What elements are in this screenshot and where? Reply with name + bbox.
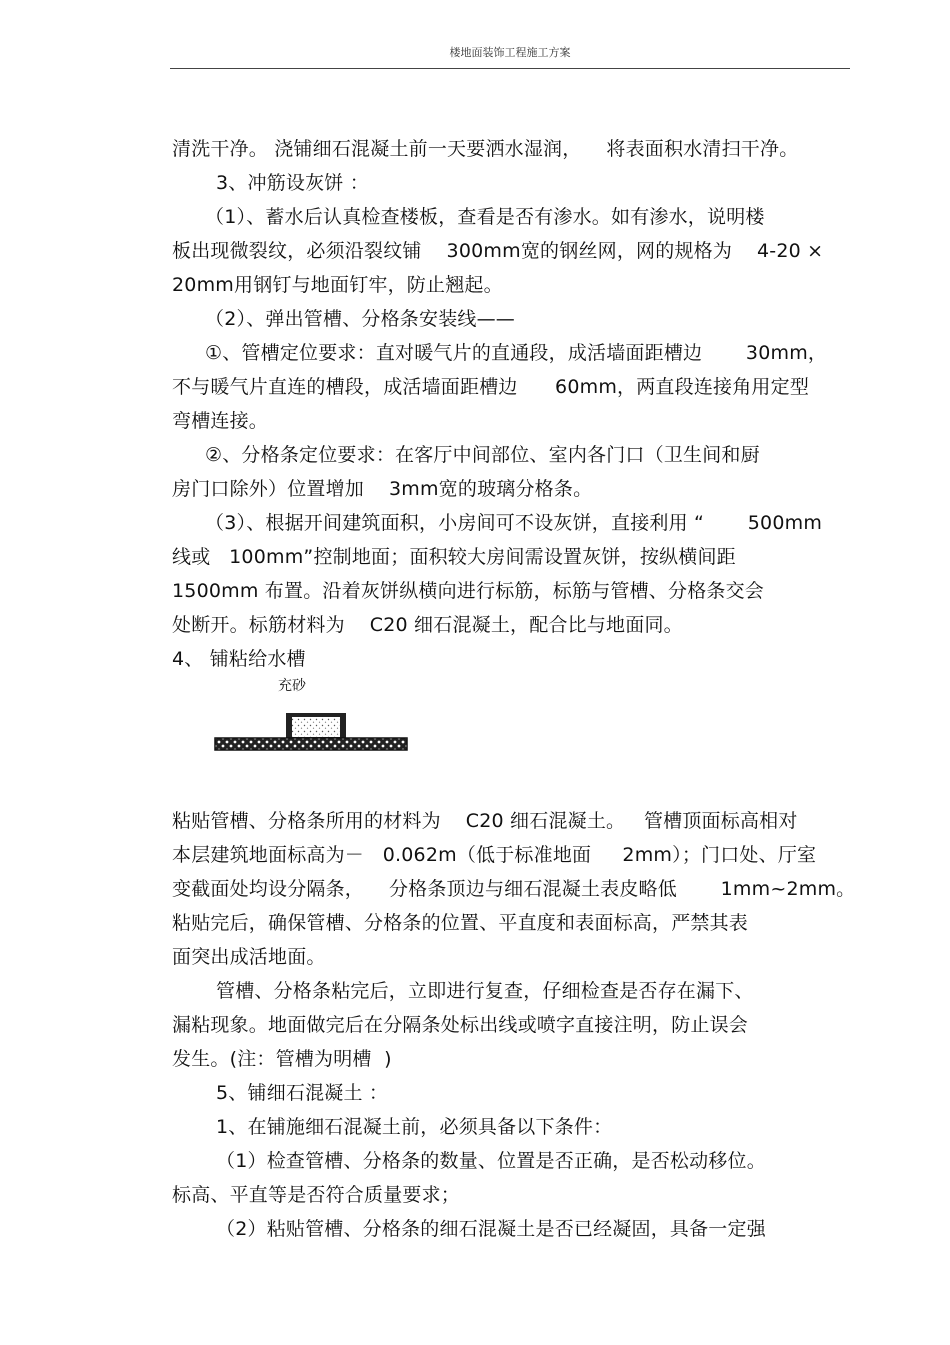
floor-slab <box>215 738 407 750</box>
figure-label: 充砂 <box>278 678 306 694</box>
text-line: （1）、蓄水后认真检查楼板，查看是否有渗水。如有渗水，说明楼 <box>205 206 765 228</box>
text-line: 1、在铺施细石混凝土前，必须具备以下条件： <box>216 1116 613 1138</box>
pipe-groove-diagram <box>213 712 409 754</box>
text-line: ②、分格条定位要求：在客厅中间部位、室内各门口（卫生间和厨 <box>205 444 760 466</box>
section-heading: 5、铺细石混凝土 ： <box>216 1082 389 1104</box>
text-line: 发生。(注：管槽为明槽 ) <box>172 1048 392 1070</box>
text-line: 不与暖气片直连的槽段，成活墙面距槽边 60mm，两直段连接角用定型 <box>172 376 810 398</box>
text-line: 变截面处均设分隔条， 分格条顶边与细石混凝土表皮略低 1mm~2mm。 <box>172 878 856 900</box>
text-line: 板出现微裂纹，必须沿裂纹铺 300mm宽的钢丝网，网的规格为 4-20 × <box>172 240 824 262</box>
text-line: 20mm用钢钉与地面钉牢，防止翘起。 <box>172 274 503 296</box>
text-line: 房门口除外）位置增加 3mm宽的玻璃分格条。 <box>172 478 593 500</box>
text-line: 粘贴管槽、分格条所用的材料为 C20 细石混凝土。 管槽顶面标高相对 <box>172 810 798 832</box>
text-line: 1500mm 布置。沿着灰饼纵横向进行标筋，标筋与管槽、分格条交会 <box>172 580 765 602</box>
page-header-title: 楼地面装饰工程施工方案 <box>449 46 571 59</box>
section-heading: 3、冲筋设灰饼 ： <box>216 172 369 194</box>
text-line: 本层建筑地面标高为－ 0.062m（低于标准地面 2mm）；门口处、厅室 <box>172 844 817 866</box>
text-line: 处断开。标筋材料为 C20 细石混凝土，配合比与地面同。 <box>172 614 683 636</box>
text-line: （2）、弹出管槽、分格条安装线—— <box>205 308 515 330</box>
text-line: 粘贴完后，确保管槽、分格条的位置、平直度和表面标高，严禁其表 <box>172 912 749 934</box>
text-line: （3）、根据开间建筑面积，小房间可不设灰饼，直接利用 “ 500mm <box>205 512 823 534</box>
text-line: 清洗干净。 浇铺细石混凝土前一天要洒水湿润， 将表面积水清扫干净。 <box>172 138 799 160</box>
text-line: ①、管槽定位要求：直对暖气片的直通段，成活墙面距槽边 30mm， <box>205 342 828 364</box>
section-heading: 4、 铺粘给水槽 <box>172 648 306 670</box>
text-line: （1）检查管槽、分格条的数量、位置是否正确，是否松动移位。 <box>216 1150 766 1172</box>
text-line: 面突出成活地面。 <box>172 946 326 968</box>
text-line: 标高、平直等是否符合质量要求； <box>172 1184 461 1206</box>
text-line: 线或 100mm”控制地面；面积较大房间需设置灰饼，按纵横间距 <box>172 546 736 568</box>
groove-body <box>286 713 346 739</box>
header-divider <box>170 68 850 69</box>
text-line: 弯槽连接。 <box>172 410 269 432</box>
text-line: 管槽、分格条粘完后，立即进行复查，仔细检查是否存在漏下、 <box>216 980 754 1002</box>
text-line: （2）粘贴管槽、分格条的细石混凝土是否已经凝固，具备一定强 <box>216 1218 766 1240</box>
text-line: 漏粘现象。地面做完后在分隔条处标出线或喷字直接注明，防止误会 <box>172 1014 749 1036</box>
